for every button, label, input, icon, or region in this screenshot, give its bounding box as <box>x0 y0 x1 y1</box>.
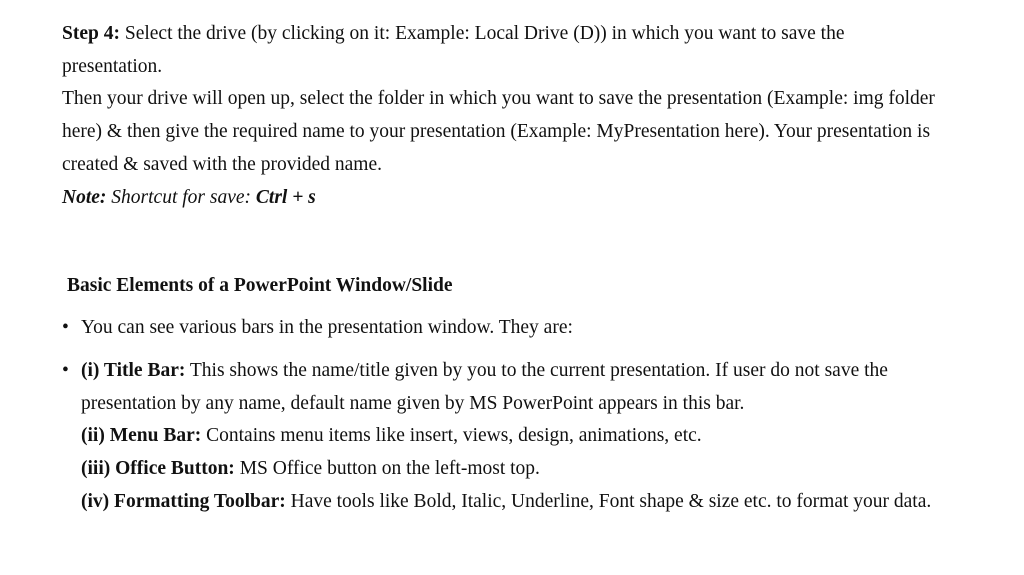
bullet-dot: • <box>62 317 69 338</box>
step4-line <box>62 18 942 83</box>
bar-item-text: MS Office button on the left-most top. <box>234 458 540 480</box>
bar-item-label: (iii) Office Button: <box>81 458 235 480</box>
bar-item-formatting-toolbar <box>81 486 942 519</box>
bar-item-text: Contains menu items like insert, views, design, animations, etc. <box>201 425 702 447</box>
bullet-intro <box>62 312 942 345</box>
bar-item-text: Have tools like Bold, Italic, Underline, Font shape & size etc. to format your data. <box>285 490 932 512</box>
section-heading: Basic Elements of a PowerPoint Window/Slide <box>67 275 453 296</box>
bar-item-title-bar <box>81 355 942 420</box>
note-text: Shortcut for save: <box>106 186 256 208</box>
bar-item-label: (i) Title Bar: <box>81 360 186 381</box>
step4-label: Step 4: <box>62 23 120 44</box>
bullet-intro-text: You can see various bars in the presentation window. They are: <box>81 317 573 338</box>
note-shortcut: Ctrl + s <box>255 186 316 208</box>
note-label: Note: <box>62 186 107 208</box>
bar-item-label: (iv) Formatting Toolbar: <box>81 490 286 512</box>
bar-item-office-button <box>81 453 942 486</box>
note-line <box>62 182 942 215</box>
bar-item-menu-bar <box>81 420 942 453</box>
bar-item-label: (ii) Menu Bar: <box>81 425 202 447</box>
step4-text: Select the drive (by clicking on it: Example: Local Drive (D)) in which you want to save the presentation. <box>62 23 845 77</box>
step4-then-text: Then your drive will open up, select the folder in which you want to save the presentation (Example: img folder here) & then give the required name to your presentation (Example: MyPresentation here). Your presentation is created & saved with the provided name. <box>62 88 935 175</box>
step4-paragraph <box>62 18 942 214</box>
bar-item-text: This shows the name/title given by you to the current presentation. If user do not save the presentation by any name, default name given by MS PowerPoint appears in this bar. <box>81 360 888 414</box>
bullet-dot: • <box>62 360 69 381</box>
bullet-bars-list <box>62 355 942 519</box>
